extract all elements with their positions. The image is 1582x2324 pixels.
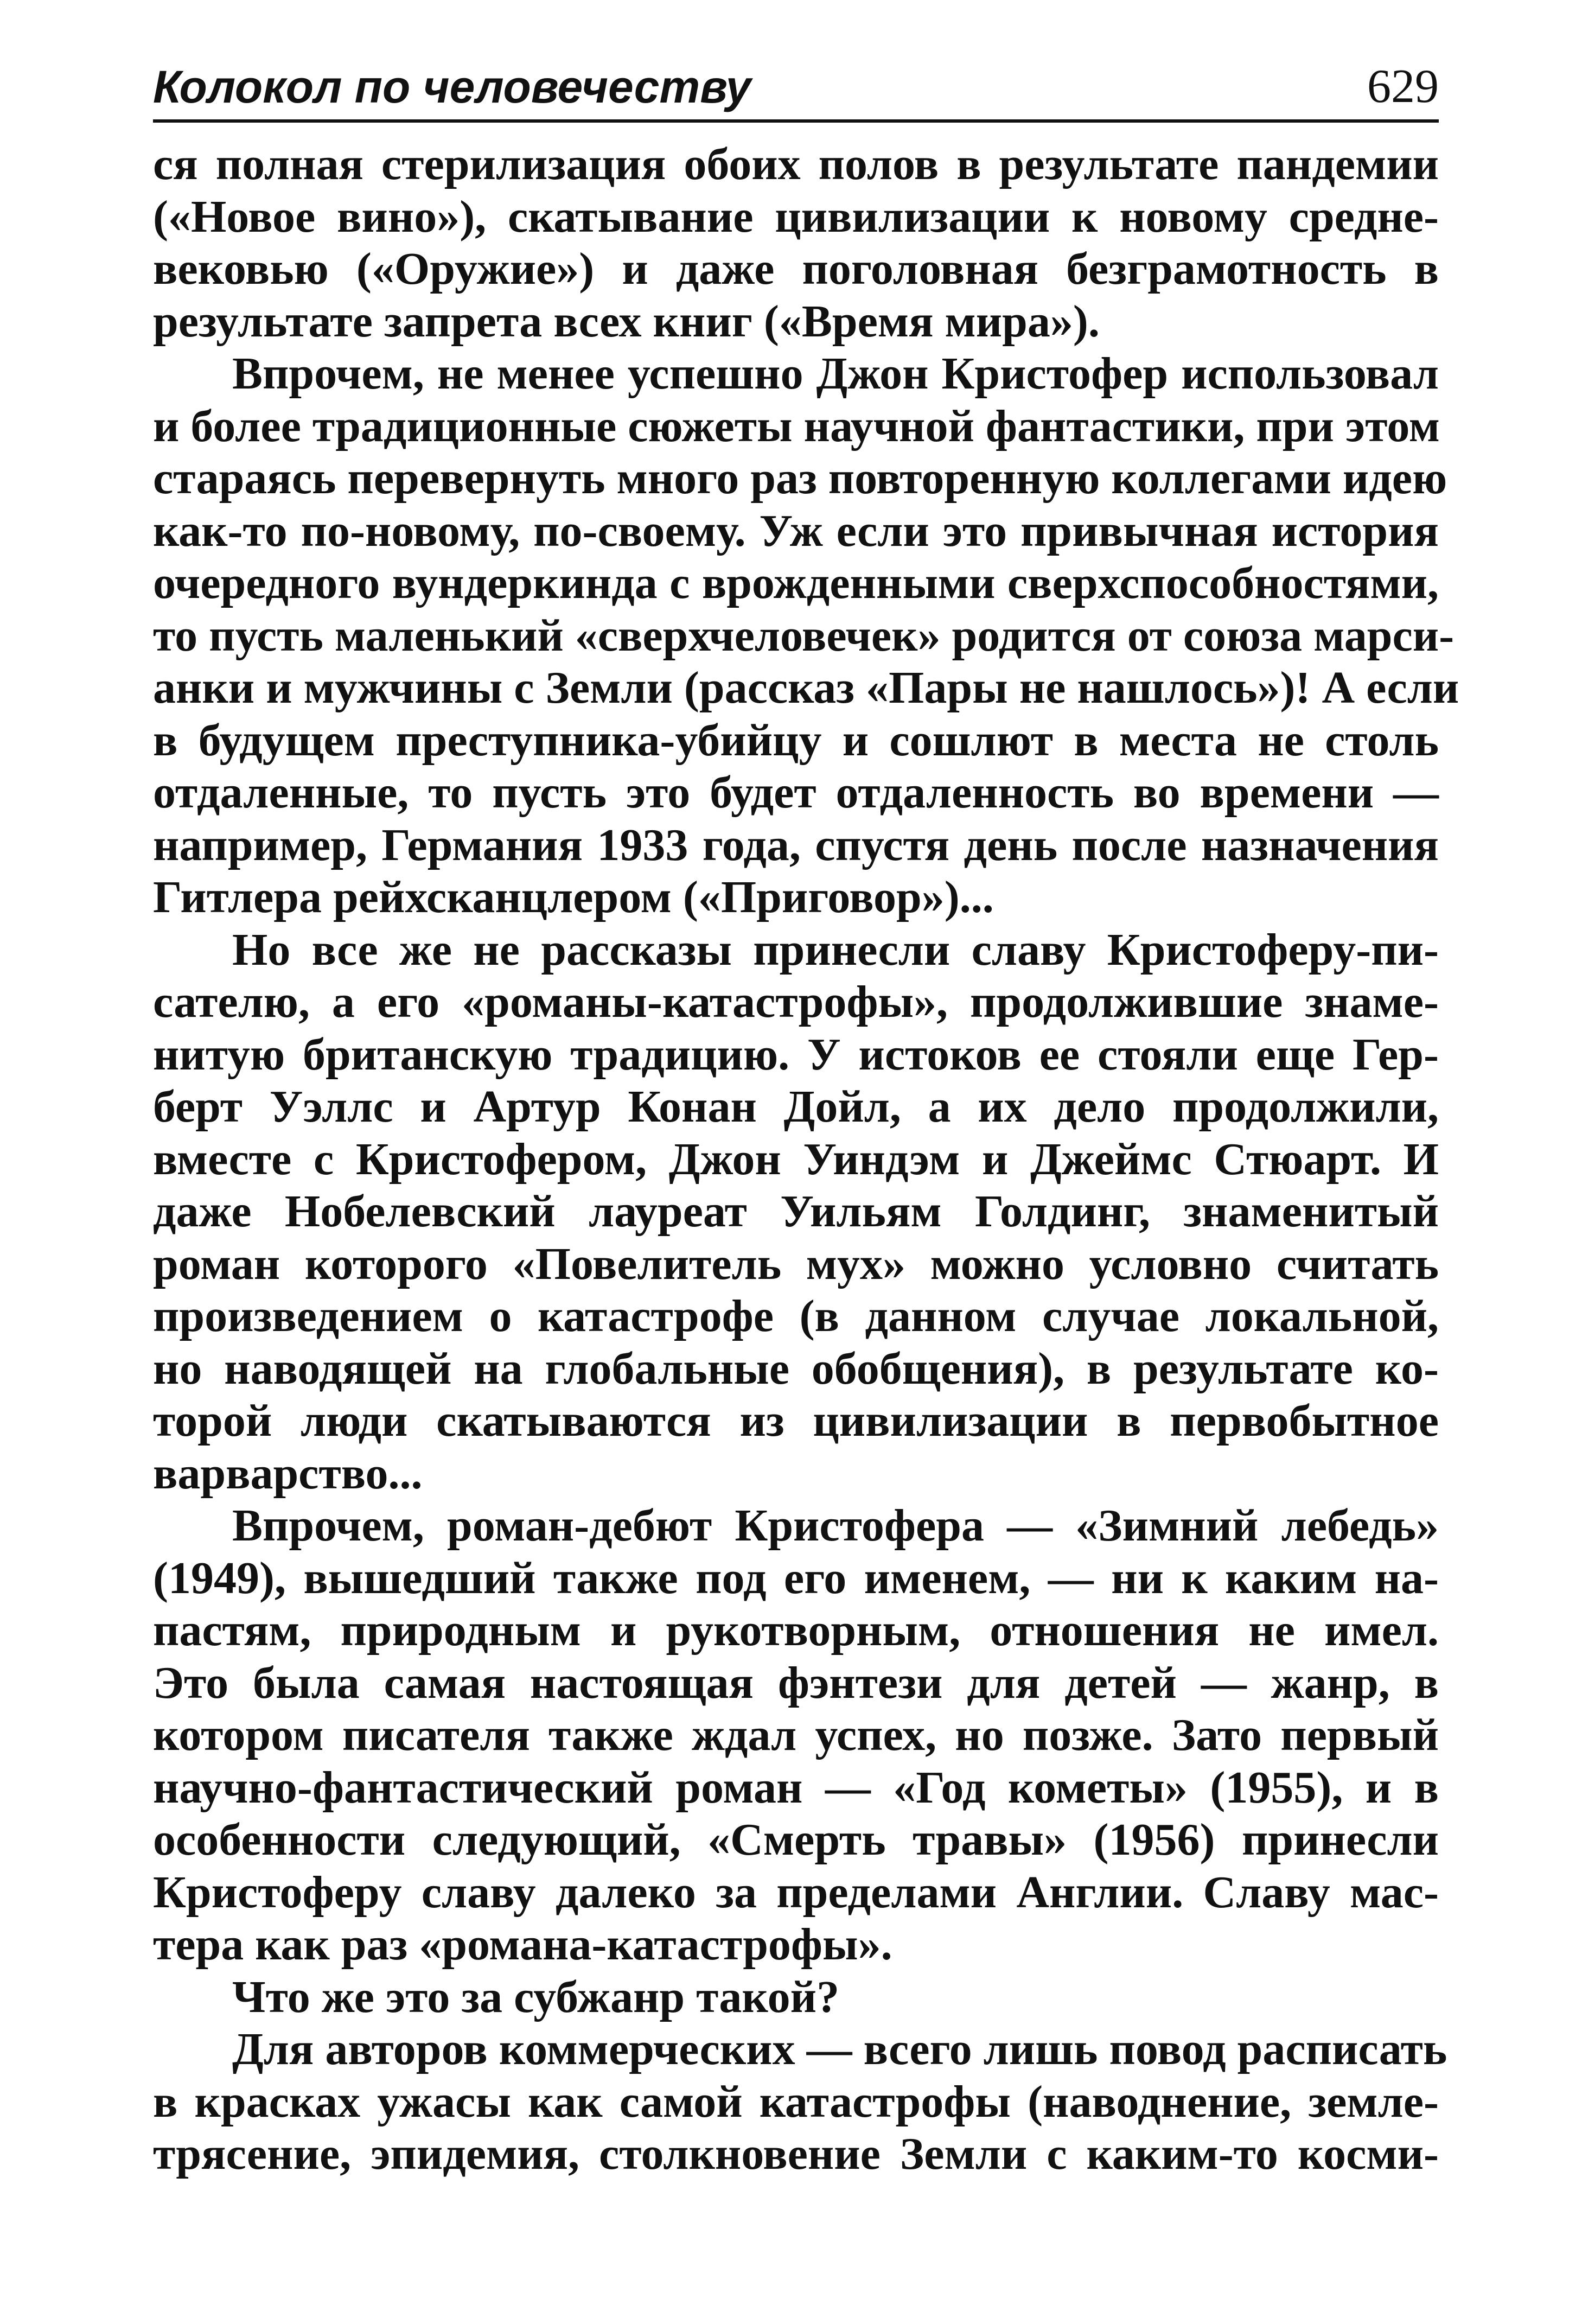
running-title: Колокол по человечеству: [153, 61, 751, 112]
text-line: но наводящей на глобальные обобщения), в результате ко-: [153, 1343, 1439, 1394]
text-line: варварство...: [153, 1448, 423, 1499]
running-head: [153, 50, 1439, 126]
text-line: нитую британскую традицию. У истоков ее стояли еще Гер-: [153, 1029, 1439, 1080]
text-line: («Новое вино»), скатывание цивилизации к новому средне-: [153, 191, 1439, 242]
text-line: Впрочем, не менее успешно Джон Кристофер использовал: [232, 348, 1439, 399]
page-number: 629: [1367, 60, 1439, 113]
text-line: Впрочем, роман-дебют Кристофера — «Зимний лебедь»: [232, 1500, 1439, 1551]
text-line: торой люди скатываются из цивилизации в первобытное: [153, 1396, 1439, 1446]
text-line: тера как раз «романа-катастрофы».: [153, 1919, 892, 1970]
text-line: Гитлера рейхсканцлером («Приговор»)...: [153, 872, 994, 922]
text-line: произведением о катастрофе (в данном случае локальной,: [153, 1291, 1439, 1341]
text-line: ся полная стерилизация обоих полов в результате пандемии: [153, 139, 1439, 189]
text-line: Кристоферу славу далеко за пределами Англии. Славу мас-: [153, 1867, 1439, 1918]
text-line: отдаленные, то пусть это будет отдаленность во времени —: [153, 767, 1439, 818]
text-line: в будущем преступника-убийцу и сошлют в места не столь: [153, 715, 1439, 766]
text-line: результате запрета всех книг («Время мира»).: [153, 296, 1100, 347]
text-line: и более традиционные сюжеты научной фантастики, при этом: [153, 400, 1440, 451]
text-line: сателю, а его «романы-катастрофы», продолжившие знаме-: [153, 977, 1439, 1027]
text-line: в красках ужасы как самой катастрофы (наводнение, земле-: [153, 2076, 1439, 2127]
text-line: научно-фантастический роман — «Год кометы» (1955), и в: [153, 1762, 1439, 1813]
text-line: Но все же не рассказы принесли славу Кристоферу-пи-: [232, 924, 1439, 975]
text-line: берт Уэллс и Артур Конан Дойл, а их дело продолжили,: [153, 1081, 1439, 1132]
text-line: Для авторов коммерческих — всего лишь повод расписать: [232, 2024, 1447, 2074]
header-rule: [153, 119, 1439, 123]
text-line: особенности следующий, «Смерть травы» (1956) принесли: [153, 1814, 1439, 1865]
paragraph: [153, 348, 1459, 924]
text-line: как-то по-новому, по-своему. Уж если это привычная история: [153, 505, 1439, 556]
body-text: [153, 138, 1459, 2181]
text-line: котором писателя также ждал успех, но позже. Зато первый: [153, 1710, 1439, 1760]
text-line: трясение, эпидемия, столкновение Земли с каким-то косми-: [153, 2129, 1439, 2179]
text-line: Что же это за субжанр такой?: [232, 1971, 840, 2022]
paragraph: [153, 138, 1439, 348]
text-line: то пусть маленький «сверхчеловечек» родится от союза марси-: [153, 610, 1455, 661]
text-line: например, Германия 1933 года, спустя день после назначения: [153, 819, 1439, 870]
text-line: (1949), вышедший также под его именем, — ни к каким на-: [153, 1552, 1439, 1603]
text-line: анки и мужчины с Земли (рассказ «Пары не нашлось»)! А если: [153, 663, 1459, 713]
text-line: вместе с Кристофером, Джон Уиндэм и Джеймс Стюарт. И: [153, 1134, 1439, 1185]
paragraph: [153, 924, 1439, 1500]
text-line: очередного вундеркинда с врожденными сверхспособностями,: [153, 558, 1439, 608]
text-line: пастям, природным и рукотворным, отношения не имел.: [153, 1605, 1439, 1656]
text-line: стараясь перевернуть много раз повторенную коллегами идею: [153, 453, 1447, 504]
text-line: даже Нобелевский лауреат Уильям Голдинг, знаменитый: [153, 1186, 1439, 1237]
paragraph: [153, 1971, 1439, 2024]
paragraph: [153, 2023, 1447, 2181]
text-line: роман которого «Повелитель мух» можно условно считать: [153, 1238, 1439, 1289]
text-line: Это была самая настоящая фэнтези для детей — жанр, в: [153, 1657, 1439, 1708]
paragraph: [153, 1500, 1439, 1971]
text-line: вековью («Оружие») и даже поголовная безграмотность в: [153, 244, 1439, 294]
